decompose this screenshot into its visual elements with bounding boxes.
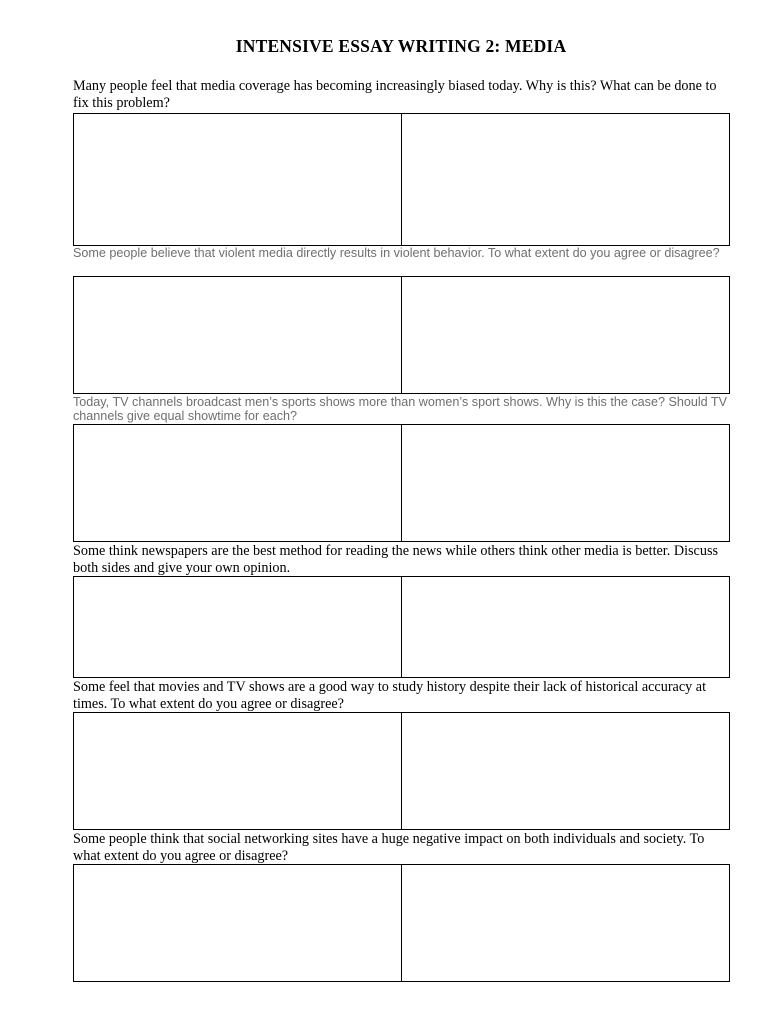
answer-cell-left[interactable] [74, 577, 402, 677]
answer-cell-right[interactable] [402, 425, 729, 541]
answer-cell-left[interactable] [74, 865, 402, 981]
answer-box [73, 276, 730, 394]
answer-cell-left[interactable] [74, 114, 402, 245]
essay-prompt: Some people think that social networking sites have a huge negative impact on both individuals and society. To what extent do you agree or disagree? [73, 831, 705, 864]
answer-box [73, 712, 730, 830]
answer-box [73, 864, 730, 982]
essay-prompt: Today, TV channels broadcast men’s sports shows more than women’s sport shows. Why is this the case? Should TV channels give equal showtime for each? [73, 395, 728, 423]
answer-cell-right[interactable] [402, 713, 729, 829]
page-title: INTENSIVE ESSAY WRITING 2: MEDIA [235, 36, 567, 56]
answer-cell-left[interactable] [74, 425, 402, 541]
essay-prompt: Some people believe that violent media directly results in violent behavior. To what extent do you agree or disagree? [73, 246, 720, 260]
essay-prompt: Some think newspapers are the best method for reading the news while others think other media is better. Discuss both sides and give your own opinion. [73, 543, 718, 576]
answer-cell-right[interactable] [402, 114, 729, 245]
answer-box [73, 424, 730, 542]
answer-cell-left[interactable] [74, 713, 402, 829]
essay-prompt: Many people feel that media coverage has becoming increasingly biased today. Why is this? What can be done to fix this problem? [73, 78, 717, 111]
answer-box [73, 576, 730, 678]
answer-box [73, 113, 730, 246]
answer-cell-right[interactable] [402, 865, 729, 981]
answer-cell-right[interactable] [402, 577, 729, 677]
answer-cell-left[interactable] [74, 277, 402, 393]
essay-prompt: Some feel that movies and TV shows are a good way to study history despite their lack of historical accuracy at times. To what extent do you agree or disagree? [73, 679, 707, 712]
answer-cell-right[interactable] [402, 277, 729, 393]
